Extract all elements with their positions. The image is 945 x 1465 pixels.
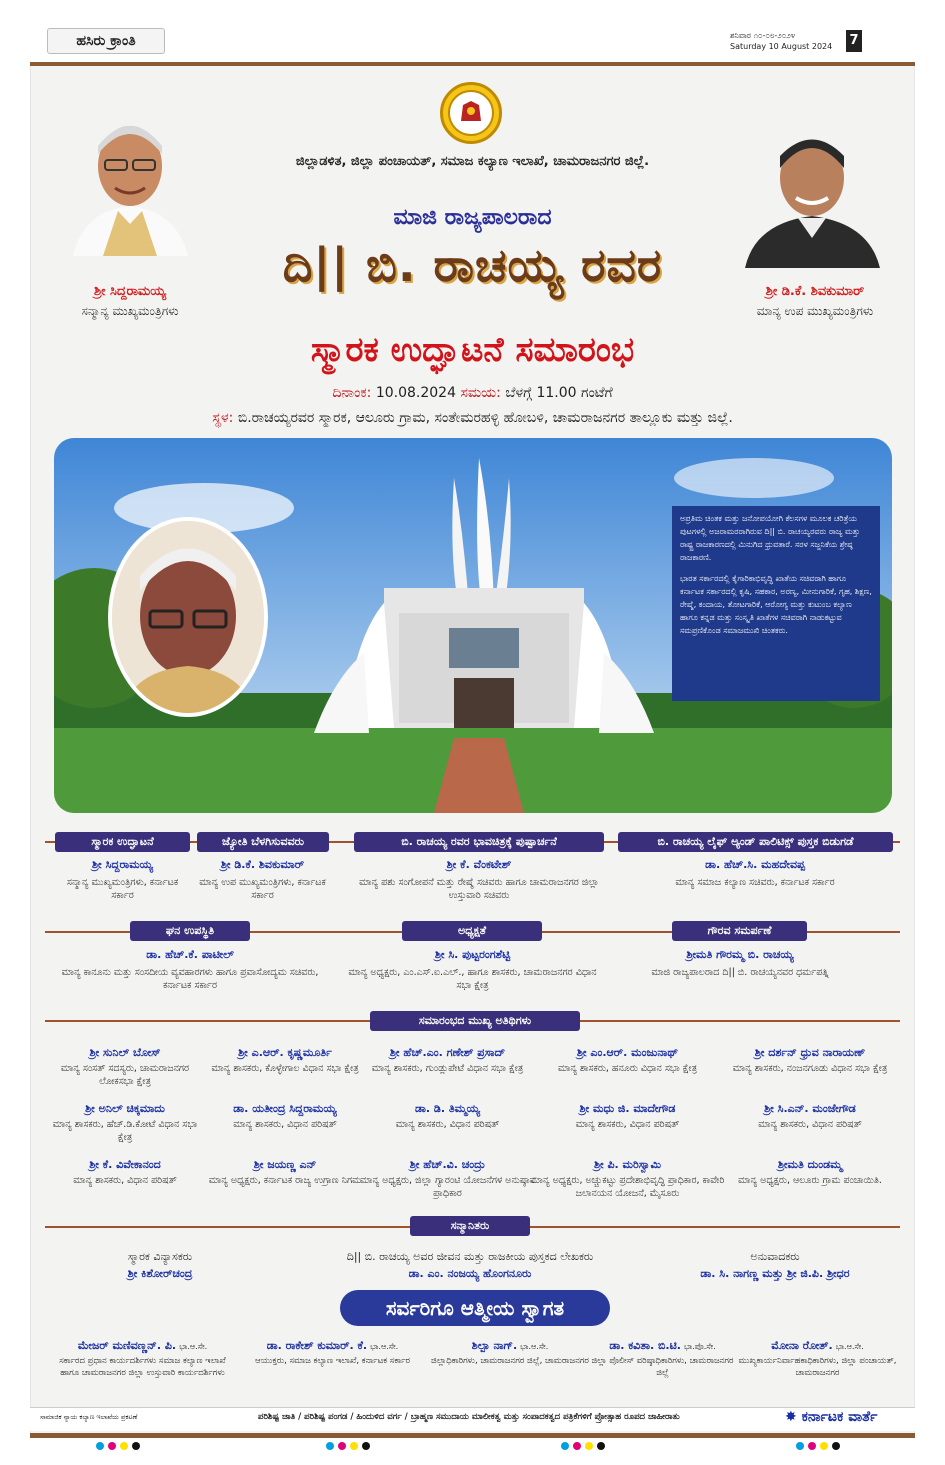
guest-desc: ಮಾನ್ಯ ಶಾಸಕರು, ವಿಧಾನ ಪರಿಷತ್ <box>758 1119 862 1130</box>
official-suffix: ಭಾ.ಆ.ಸೇ. <box>179 1342 208 1351</box>
header-date-en: Saturday 10 August 2024 <box>730 42 833 51</box>
brand-icon: ✸ <box>785 1409 797 1425</box>
official-name-text: ಮೇಜರ್ ಮಣಿವಣ್ಣನ್. ಪಿ. <box>77 1339 177 1352</box>
official-suffix: ಭಾ.ಪೊ.ಸೇ. <box>683 1342 716 1351</box>
official-desc: ಸರ್ಕಾರದ ಪ್ರಧಾನ ಕಾರ್ಯದರ್ಶಿಗಳು ಸಮಾಜ ಕಲ್ಯಾಣ ಇಲಾಖೆ ಹಾಗೂ ಚಾಮರಾಜನಗರ ಜಿಲ್ಲಾ ಉಸ್ತುವಾರಿ ಕಾರ್ಯದರ್ಶಿಗಳು <box>59 1356 226 1378</box>
official-suffix: ಭಾ.ಆ.ಸೇ. <box>520 1342 549 1351</box>
dcm-name: ಶ್ರೀ ಡಿ.ಕೆ. ಶಿವಕುಮಾರ್ <box>765 284 865 299</box>
main-title: ದಿ|| ಬಿ. ರಾಚಯ್ಯ ರವರ <box>282 238 663 292</box>
guest-desc: ಮಾನ್ಯ ಶಾಸಕರು, ವಿಧಾನ ಪರಿಷತ್ <box>233 1119 337 1130</box>
honoree-name-3: ಡಾ. ಸಿ. ನಾಗಣ್ಣ ಮತ್ತು ಶ್ರೀ ಜಿ.ಪಿ. ಶ್ರೀಧರ <box>700 1267 850 1280</box>
guest-name: ಶ್ರೀ ಮಧು ಜಿ. ಮಾದೇಗೌಡ <box>579 1102 676 1115</box>
official-desc: ಜಿಲ್ಲಾ ಪೊಲೀಸ್ ವರಿಷ್ಠಾಧಿಕಾರಿಗಳು, ಚಾಮರಾಜನಗರ ಜಿಲ್ಲೆ <box>591 1356 734 1378</box>
row1-desc-3: ಮಾನ್ಯ ಪಶು ಸಂಗೋಪನೆ ಮತ್ತು ರೇಷ್ಮೆ ಸಚಿವರು ಹಾಗೂ ಚಾಮರಾಜನಗರ ಜಿಲ್ಲಾ ಉಸ್ತುವಾರಿ ಸಚಿವರು <box>359 877 599 901</box>
date-time-line <box>180 385 765 401</box>
cm-portrait <box>63 106 198 256</box>
karnataka-varthe-brand <box>785 1409 910 1425</box>
official-desc: ಆಯುಕ್ತರು, ಸಮಾಜ ಕಲ್ಯಾಣ ಇಲಾಖೆ, ಕರ್ನಾಟಕ ಸರ್ಕಾರ <box>254 1356 411 1366</box>
guest-name: ಶ್ರೀ ಎ.ಆರ್. ಕೃಷ್ಣಮೂರ್ತಿ <box>238 1046 332 1059</box>
row2-name-3: ಶ್ರೀಮತಿ ಗೌರಮ್ಮ ಬಿ. ರಾಚಯ್ಯ <box>686 948 794 961</box>
header-date-kn: ಶನಿವಾರ ೧೦-೦೮-೨೦೨೪ <box>730 31 796 40</box>
guest-desc: ಮಾನ್ಯ ಅಧ್ಯಕ್ಷರು, ಕರ್ನಾಟಕ ರಾಜ್ಯ ಉಗ್ರಾಣ ನಿಗಮ <box>208 1175 362 1186</box>
official-name <box>240 1339 425 1353</box>
venue-label: ಸ್ಥಳ: <box>212 410 234 426</box>
official-name <box>590 1339 735 1353</box>
row2-desc-2: ಮಾನ್ಯ ಅಧ್ಯಕ್ಷರು, ಎಂ.ಎಸ್.ಐ.ಎಲ್., ಹಾಗೂ ಶಾಸಕರು, ಚಾಮರಾಜನಗರ ವಿಧಾನ ಸಭಾ ಕ್ಷೇತ್ರ <box>348 967 597 991</box>
row1-label-1: ಸ್ಮಾರಕ ಉದ್ಘಾಟನೆ <box>55 832 190 852</box>
guest-name: ಶ್ರೀ ಸಿ.ಎನ್. ಮಂಜೇಗೌಡ <box>764 1102 856 1115</box>
guest-name: ಶ್ರೀ ಹೆಚ್.ವಿ. ಚಂದ್ರು <box>409 1158 486 1171</box>
guest-name: ಶ್ರೀ ದರ್ಶನ್ ಧ್ರುವ ನಾರಾಯಣ್ <box>754 1046 866 1059</box>
guest-desc: ಮಾನ್ಯ ಶಾಸಕರು, ವಿಧಾನ ಪರಿಷತ್ <box>575 1119 680 1130</box>
footer-small-note: ಸಾಮಾಜಿಕ ನ್ಯಾಯ ಕಲ್ಯಾಣ ಇಲಾಖೆಯ ಪ್ರಕಟಣೆ <box>40 1413 138 1421</box>
guest-name: ಶ್ರೀ ಪಿ. ಮರಿಸ್ವಾಮಿ <box>593 1158 662 1171</box>
official-name-text: ಶಿಲ್ಪಾ ನಾಗ್. <box>471 1339 518 1352</box>
row1-name-1: ಶ್ರೀ ಸಿದ್ದರಾಮಯ್ಯ <box>92 858 153 871</box>
row1-desc-4: ಮಾನ್ಯ ಸಮಾಜ ಕಲ್ಯಾಣ ಸಚಿವರು, ಕರ್ನಾಟಕ ಸರ್ಕಾರ <box>675 877 835 888</box>
guest-desc: ಮಾನ್ಯ ಶಾಸಕರು, ವಿಧಾನ ಪರಿಷತ್ <box>73 1175 177 1186</box>
honoree-name-1: ಶ್ರೀ ಕಿಶೋರ್‌ಚಂದ್ರ <box>127 1267 193 1280</box>
guest-desc: ಮಾನ್ಯ ಶಾಸಕರು, ಹೆಚ್.ಡಿ.ಕೋಟೆ ವಿಧಾನ ಸಭಾ ಕ್ಷೇತ್ರ <box>52 1119 198 1143</box>
footer-note: ಪರಿಶಿಷ್ಟ ಜಾತಿ / ಪರಿಶಿಷ್ಟ ಪಂಗಡ / ಹಿಂದುಳಿದ ವರ್ಗ / ಬ್ರಾಹ್ಮಣ ಸಮುದಾಯ ಮಾಲೀಕತ್ವ ಮತ್ತು ಸಂಪಾದಕತ್ವದ ಪತ್ರಿಕೆಗಳಿಗೆ ಪ್ರೋತ್ಸಾಹ ರೂಪದ ಜಾಹೀರಾತು <box>258 1412 680 1422</box>
guest-name: ಡಾ. ಯತೀಂದ್ರ ಸಿದ್ದರಾಮಯ್ಯ <box>233 1102 337 1115</box>
official-desc: ಮುಖ್ಯಕಾರ್ಯನಿರ್ವಾಹಕಾಧಿಕಾರಿಗಳು, ಜಿಲ್ಲಾ ಪಂಚಾಯತ್, ಚಾಮರಾಜನಗರ <box>738 1356 897 1378</box>
masthead: ಹಸಿರು ಕ್ರಾಂತಿ <box>47 28 165 54</box>
row1-name-4: ಡಾ. ಹೆಚ್.ಸಿ. ಮಹದೇವಪ್ಪ <box>705 858 805 871</box>
row2-desc-3: ಮಾಜಿ ರಾಜ್ಯಪಾಲರಾದ ದಿ|| ಬಿ. ರಾಚಯ್ಯನವರ ಧರ್ಮಪತ್ನಿ <box>651 967 829 978</box>
row1-label-3: ಬಿ. ರಾಚಯ್ಯ ರವರ ಭಾವಚಿತ್ರಕ್ಕೆ ಪುಷ್ಪಾರ್ಚನೆ <box>354 832 604 852</box>
row1-name-2: ಶ್ರೀ ಡಿ.ಕೆ. ಶಿವಕುಮಾರ್ <box>220 858 305 871</box>
brand-name: ಕರ್ನಾಟಕ ವಾರ್ತೆ <box>801 1409 878 1425</box>
row2-name-2: ಶ್ರೀ ಸಿ. ಪುಟ್ಟರಂಗಶೆಟ್ಟಿ <box>434 948 511 961</box>
official-name-text: ಮೋನಾ ರೋತ್. <box>771 1339 833 1352</box>
honoree-role-1: ಸ್ಮಾರಕ ವಿನ್ಯಾಸಕರು <box>127 1250 193 1263</box>
row2-label-1: ಘನ ಉಪಸ್ಥಿತಿ <box>130 921 250 941</box>
karnataka-emblem-icon <box>440 82 502 144</box>
date-label: ದಿನಾಂಕ: <box>332 385 372 401</box>
guest-name: ಶ್ರೀ ಕೆ. ವಿವೇಕಾನಂದ <box>89 1158 161 1171</box>
guest-desc: ಮಾನ್ಯ ಶಾಸಕರು, ಕೊಳ್ಳೇಗಾಲ ವಿಧಾನ ಸಭಾ ಕ್ಷೇತ್ರ <box>211 1063 359 1074</box>
header-date <box>730 30 850 52</box>
honoree-role-2: ದಿ|| ಬಿ. ರಾಚಯ್ಯ ಅವರ ಜೀವನ ಮತ್ತು ರಾಜಕೀಯ ಪುಸ್ತಕದ ಲೇಖಕರು <box>346 1250 594 1263</box>
guest-name: ಶ್ರೀಮತಿ ದುಂಡಮ್ಮ <box>777 1158 843 1171</box>
official-name-text: ಡಾ. ರಾಕೇಶ್ ಕುಮಾರ್. ಕೆ. <box>266 1339 368 1352</box>
row2-desc-1: ಮಾನ್ಯ ಕಾನೂನು ಮತ್ತು ಸಂಸದೀಯ ವ್ಯವಹಾರಗಳು ಹಾಗೂ ಪ್ರವಾಸೋದ್ಯಮ ಸಚಿವರು, ಕರ್ನಾಟಕ ಸರ್ಕಾರ <box>61 967 319 991</box>
biography-box <box>672 506 880 701</box>
guest-desc: ಮಾನ್ಯ ಅಧ್ಯಕ್ಷರು, ಆಲೂರು ಗ್ರಾಮ ಪಂಚಾಯಿತಿ. <box>738 1175 882 1186</box>
rachaiah-portrait <box>108 517 268 717</box>
guest-desc: ಮಾನ್ಯ ಶಾಸಕರು, ನಂಜನಗೂಡು ವಿಧಾನ ಸಭಾ ಕ್ಷೇತ್ರ <box>732 1063 888 1074</box>
official-suffix: ಭಾ.ಆ.ಸೇ. <box>835 1342 864 1351</box>
dcm-portrait <box>740 118 885 268</box>
welcome-banner: ಸರ್ವರಿಗೂ ಆತ್ಮೀಯ ಸ್ವಾಗತ <box>340 1290 610 1326</box>
venue-line <box>50 410 895 426</box>
row1-desc-1: ಸನ್ಮಾನ್ಯ ಮುಖ್ಯಮಂತ್ರಿಗಳು, ಕರ್ನಾಟಕ ಸರ್ಕಾರ <box>66 877 179 901</box>
guest-name: ಶ್ರೀ ಎಂ.ಆರ್. ಮಂಜುನಾಥ್ <box>576 1046 679 1059</box>
cm-name: ಶ್ರೀ ಸಿದ್ದರಾಮಯ್ಯ <box>94 284 166 299</box>
official-name <box>430 1339 590 1353</box>
row1-label-4: ಬಿ. ರಾಚಯ್ಯ ಲೈಫ್ ಅ್ಯಂಡ್ ಪಾಲಿಟಿಕ್ಸ್ ಪುಸ್ತಕ ಬಿಡುಗಡೆ <box>618 832 893 852</box>
chief-guests-label: ಸಮಾರಂಭದ ಮುಖ್ಯ ಅತಿಥಿಗಳು <box>370 1011 580 1031</box>
subtitle: ಮಾಜಿ ರಾಜ್ಯಪಾಲರಾದ <box>393 205 552 230</box>
guest-name: ಡಾ. ಡಿ. ತಿಮ್ಮಯ್ಯ <box>415 1102 480 1115</box>
honoree-role-3: ಅನುವಾದಕರು <box>750 1250 800 1263</box>
print-registration-marks <box>0 1440 945 1452</box>
official-suffix: ಭಾ.ಆ.ಸೇ. <box>370 1342 399 1351</box>
guest-desc: ಮಾನ್ಯ ಶಾಸಕರು, ವಿಧಾನ ಪರಿಷತ್ <box>395 1119 500 1130</box>
guest-desc: ಮಾನ್ಯ ಅಧ್ಯಕ್ಷರು, ಅಚ್ಚುಕಟ್ಟು ಪ್ರದೇಶಾಭಿವೃದ್ಧಿ ಪ್ರಾಧಿಕಾರ, ಕಾವೇರಿ ಜಲಾನಯನ ಯೋಜನೆ, ಮೈಸೂರು <box>530 1175 725 1199</box>
official-name <box>50 1339 235 1353</box>
top-brown-bar <box>30 62 915 66</box>
guest-desc: ಮಾನ್ಯ ಶಾಸಕರು, ಗುಂಡ್ಲುಪೇಟೆ ವಿಧಾನ ಸಭಾ ಕ್ಷೇತ್ರ <box>371 1063 524 1074</box>
dcm-title: ಮಾನ್ಯ ಉಪ ಮುಖ್ಯಮಂತ್ರಿಗಳು <box>756 304 874 318</box>
official-name-text: ಡಾ. ಕವಿತಾ. ಬಿ.ಟಿ. <box>609 1339 681 1352</box>
official-desc: ಜಿಲ್ಲಾಧಿಕಾರಿಗಳು, ಚಾಮರಾಜನಗರ ಜಿಲ್ಲೆ, ಚಾಮರಾಜನಗರ <box>431 1356 589 1366</box>
row2-label-2: ಅಧ್ಯಕ್ಷತೆ <box>402 921 542 941</box>
guest-desc: ಮಾನ್ಯ ಸಂಸತ್ ಸದಸ್ಯರು, ಚಾಮರಾಜನಗರ ಲೋಕಸಭಾ ಕ್ಷೇತ್ರ <box>60 1063 190 1087</box>
row2-name-1: ಡಾ. ಹೆಚ್.ಕೆ. ಪಾಟೀಲ್ <box>146 948 234 961</box>
row1-desc-2: ಮಾನ್ಯ ಉಪ ಮುಖ್ಯಮಂತ್ರಿಗಳು, ಕರ್ನಾಟಕ ಸರ್ಕಾರ <box>199 877 326 901</box>
honorees-label: ಸನ್ಮಾನಿತರು <box>410 1216 530 1236</box>
event-title: ಸ್ಮಾರಕ ಉದ್ಘಾಟನೆ ಸಮಾರಂಭ <box>310 330 635 370</box>
honoree-name-2: ಡಾ. ಎಂ. ನಂಜಯ್ಯ ಹೊಂಗನೂರು <box>408 1267 532 1280</box>
row1-name-3: ಶ್ರೀ ಕೆ. ವೆಂಕಟೇಶ್ <box>446 858 512 871</box>
bottom-brown-bar <box>30 1433 915 1438</box>
date-value: 10.08.2024 <box>375 385 456 401</box>
official-name <box>735 1339 900 1353</box>
guest-desc: ಮಾನ್ಯ ಶಾಸಕರು, ಹನೂರು ವಿಧಾನ ಸಭಾ ಕ್ಷೇತ್ರ <box>557 1063 698 1074</box>
bio-para-2: ಭಾರತ ಸರ್ಕಾರದಲ್ಲಿ ಕೈಗಾರಿಕಾಭಿವೃದ್ಧಿ ಖಾತೆಯ ಸಚಿವರಾಗಿ ಹಾಗೂ ಕರ್ನಾಟಕ ಸರ್ಕಾರದಲ್ಲಿ ಕೃಷಿ, ಸಹಕಾರ, ಅರಣ್ಯ, ಮೀನುಗಾರಿಕೆ, ಗೃಹ, ಶಿಕ್ಷಣ, ರೇಷ್ಮೆ, ಕಂದಾಯ, ತೋಟಗಾರಿಕೆ, ಆರೋಗ್ಯ ಮತ್ತು ಕುಟುಂಬ ಕಲ್ಯಾಣ ಹಾಗೂ ಕನ್ನಡ ಮತ್ತು ಸಂಸ್ಕೃತಿ ಖಾತೆಗಳ ಸಚಿವರಾಗಿ ನಾಡುಕಟ್ಟುವ ಸಮಪ್ರಣಿಕೊಂಡ ಸಮಾಜಮುಖಿ ಚಿಂತಕರು. <box>680 574 872 635</box>
guest-desc: ಮಾನ್ಯ ಅಧ್ಯಕ್ಷರು, ಜಿಲ್ಲಾ ಗ್ಯಾರಂಟಿ ಯೋಜನೆಗಳ ಅನುಷ್ಠಾನ ಪ್ರಾಧಿಕಾರ <box>360 1175 535 1199</box>
time-value: ಬೆಳಗ್ಗೆ 11.00 ಗಂಟೆಗೆ <box>505 385 613 401</box>
time-label: ಸಮಯ: <box>460 385 501 401</box>
page-number: 7 <box>846 30 862 52</box>
guest-name: ಶ್ರೀ ಜಯಣ್ಣ ಎನ್ <box>253 1158 317 1171</box>
guest-name: ಶ್ರೀ ಸುನಿಲ್ ಬೋಸ್ <box>89 1046 161 1059</box>
row1-label-2: ಜ್ಯೋತಿ ಬೆಳಗಿಸುವವರು <box>197 832 329 852</box>
organizer-line: ಜಿಲ್ಲಾಡಳಿತ, ಜಿಲ್ಲಾ ಪಂಚಾಯತ್, ಸಮಾಜ ಕಲ್ಯಾಣ ಇಲಾಖೆ, ಚಾಮರಾಜನಗರ ಜಿಲ್ಲೆ. <box>295 154 650 169</box>
cm-title: ಸನ್ಮಾನ್ಯ ಮುಖ್ಯಮಂತ್ರಿಗಳು <box>81 304 179 318</box>
row2-label-3: ಗೌರವ ಸಮರ್ಪಣೆ <box>672 921 807 941</box>
bio-para-1: ಅಪ್ರತಿಮ ಚಿಂತಕ ಮತ್ತು ಜನೋಪಯೋಗಿ ಕೆಲಸಗಳ ಮೂಲಕ ಚರಿತ್ರೆಯ ಪುಟಗಳಲ್ಲಿ ಅಜರಾಮರರಾಗಿರುವ ದಿ|| ಬಿ. ರಾಚಯ್ಯರವರು ರಾಜ್ಯ ಮತ್ತು ರಾಷ್ಟ್ರ ರಾಜಕಾರಣದಲ್ಲಿ ಮಿನುಗಿದ ಧ್ರುವತಾರೆ. ಸರಳ ಸಜ್ಜನಿಕೆಯ ಶ್ರೇಷ್ಠ ರಾಜಕಾರಣಿ. <box>680 514 861 562</box>
venue-value: ಬಿ.ರಾಚಯ್ಯರವರ ಸ್ಮಾರಕ, ಆಲೂರು ಗ್ರಾಮ, ಸಂತೇಮರಹಳ್ಳಿ ಹೋಬಳಿ, ಚಾಮರಾಜನಗರ ತಾಲ್ಲೂಕು ಮತ್ತು ಜಿಲ್ಲೆ. <box>237 410 733 426</box>
guest-name: ಶ್ರೀ ಹೆಚ್.ಎಂ. ಗಣೇಶ್ ಪ್ರಸಾದ್ <box>389 1046 506 1059</box>
guest-name: ಶ್ರೀ ಅನಿಲ್ ಚಿಕ್ಕಮಾದು <box>85 1102 165 1115</box>
